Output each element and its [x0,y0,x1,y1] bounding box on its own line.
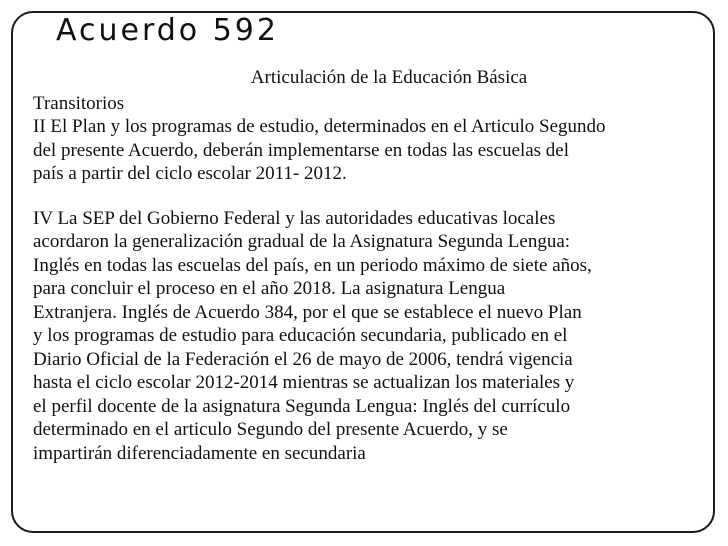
paragraph-line: acordaron la generalización gradual de la Asignatura Segunda Lengua: [33,231,571,252]
slide-subtitle: Articulación de la Educación Básica [250,67,528,88]
paragraph-line: II El Plan y los programas de estudio, determinados en el Articulo Segundo [33,116,606,137]
paragraph-line: impartirán diferenciadamente en secundaria [33,442,366,464]
paragraph-line: para concluir el proceso en el año 2018. La asignatura Lengua [33,278,506,299]
paragraph-line: y los programas de estudio para educación secundaria, publicado en el [33,325,568,346]
paragraph-line: Extranjera. Inglés de Acuerdo 384, por el que se establece el nuevo Plan [33,301,582,323]
paragraph-line: hasta el ciclo escolar 2012-2014 mientras se actualizan los materiales y [33,372,575,393]
paragraph-line: del presente Acuerdo, deberán implementarse en todas las escuelas del [33,139,570,161]
slide-title: Acuerdo 592 [56,13,279,48]
paragraph-transitorio-iv [33,207,705,466]
section-heading: Transitorios [33,92,125,114]
paragraph-line: determinado en el articulo Segundo del presente Acuerdo, y se [33,419,508,440]
paragraph-line: el perfil docente de la asignatura Segunda Lengua: Inglés del currículo [33,395,571,417]
paragraph-line: país a partir del ciclo escolar 2011- 2012. [33,163,347,184]
paragraph-line: Diario Oficial de la Federación el 26 de mayo de 2006, tendrá vigencia [33,348,573,370]
paragraph-line: IV La SEP del Gobierno Federal y las autoridades educativas locales [33,207,556,229]
slide-content [33,66,705,465]
paragraph-spacer [33,186,705,207]
paragraph-transitorio-ii [33,115,705,186]
paragraph-line: Inglés en todas las escuelas del país, en un periodo máximo de siete años, [33,254,592,276]
